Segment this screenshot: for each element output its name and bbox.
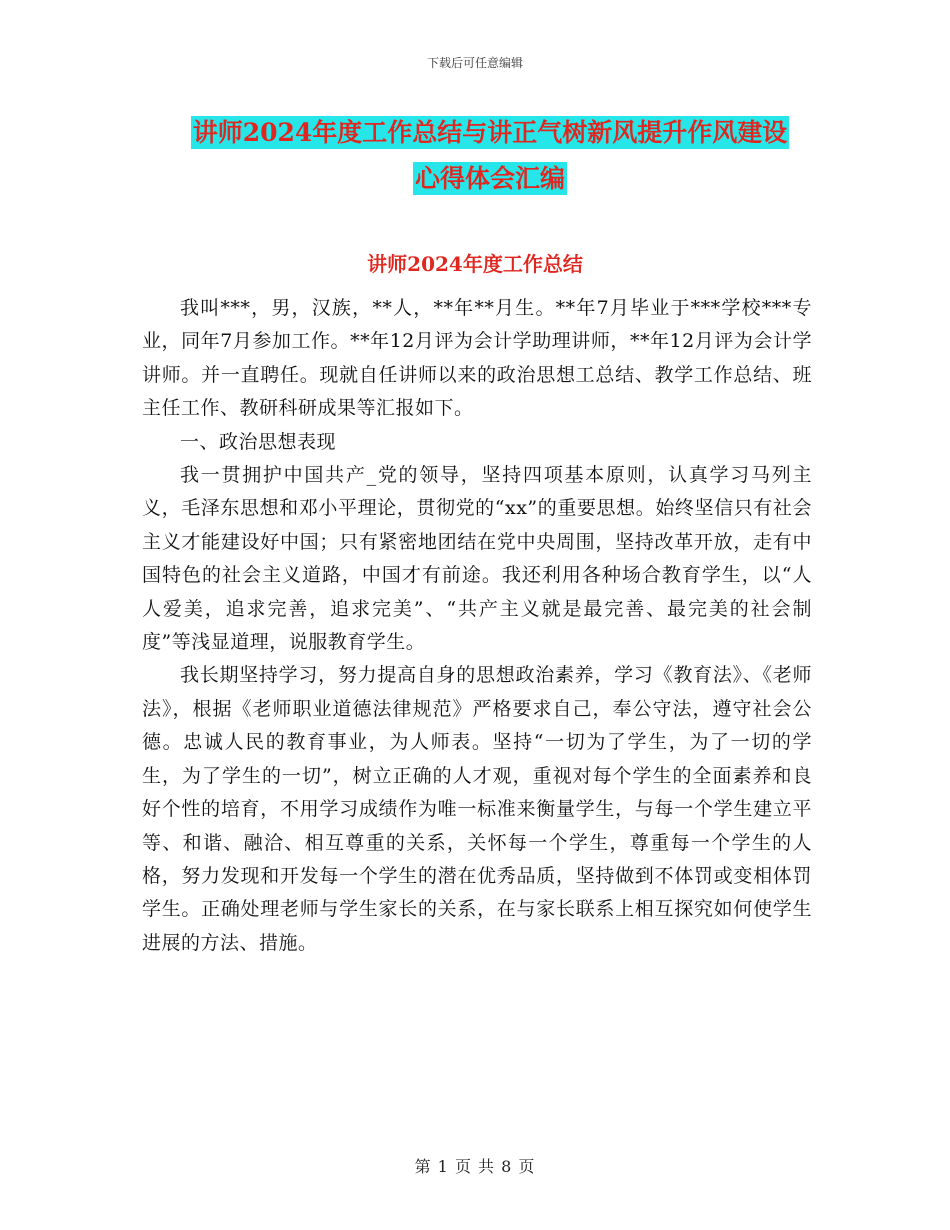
document-title [140,110,840,202]
subheading-political: 一、政治思想表现 [180,430,337,453]
page-number: 第 1 页 共 8 页 [414,1157,536,1176]
document-title-line-1: 讲师2024年度工作总结与讲正气树新风提升作风建设 [192,118,788,147]
document-body [142,292,812,960]
header-note: 下载后可任意编辑 [426,56,523,70]
document-title-line-2: 心得体会汇编 [414,164,565,193]
section-title: 讲师2024年度工作总结 [367,252,583,276]
paragraph-intro: 我叫***，男，汉族，**人，**年**月生。**年7月毕业于***学校***专业，同年7月参加工作。**年12月评为会计学助理讲师，**年12月评为会计学讲师。并一直聘任。现就自任讲师以来的政治思想工总结、教学工作总结、班主任工作、教研科研成果等汇报如下。 [142,297,812,420]
paragraph-political-1: 我一贯拥护中国共产_党的领导，坚持四项基本原则，认真学习马列主义，毛泽东思想和邓小平理论，贯彻党的“xx”的重要思想。始终坚信只有社会主义才能建设好中国；只有紧密地团结在党中央周围，坚持改革开放，走有中国特色的社会主义道路，中国才有前途。我还利用各种场合教育学生，以“人人爱美，追求完善，追求完美”、“共产主义就是最完善、最完美的社会制度”等浅显道理，说服教育学生。 [142,464,812,654]
paragraph-political-2: 我长期坚持学习，努力提高自身的思想政治素养，学习《教育法》、《老师法》，根据《老师职业道德法律规范》严格要求自己，奉公守法，遵守社会公德。忠诚人民的教育事业，为人师表。坚持“一切为了学生，为了一切的学生，为了学生的一切”，树立正确的人才观，重视对每个学生的全面素养和良好个性的培育，不用学习成绩作为唯一标准来衡量学生，与每一个学生建立平等、和谐、融洽、相互尊重的关系，关怀每一个学生，尊重每一个学生的人格，努力发现和开发每一个学生的潜在优秀品质，坚持做到不体罚或变相体罚学生。正确处理老师与学生家长的关系，在与家长联系上相互探究如何使学生进展的方法、措施。 [142,664,812,954]
